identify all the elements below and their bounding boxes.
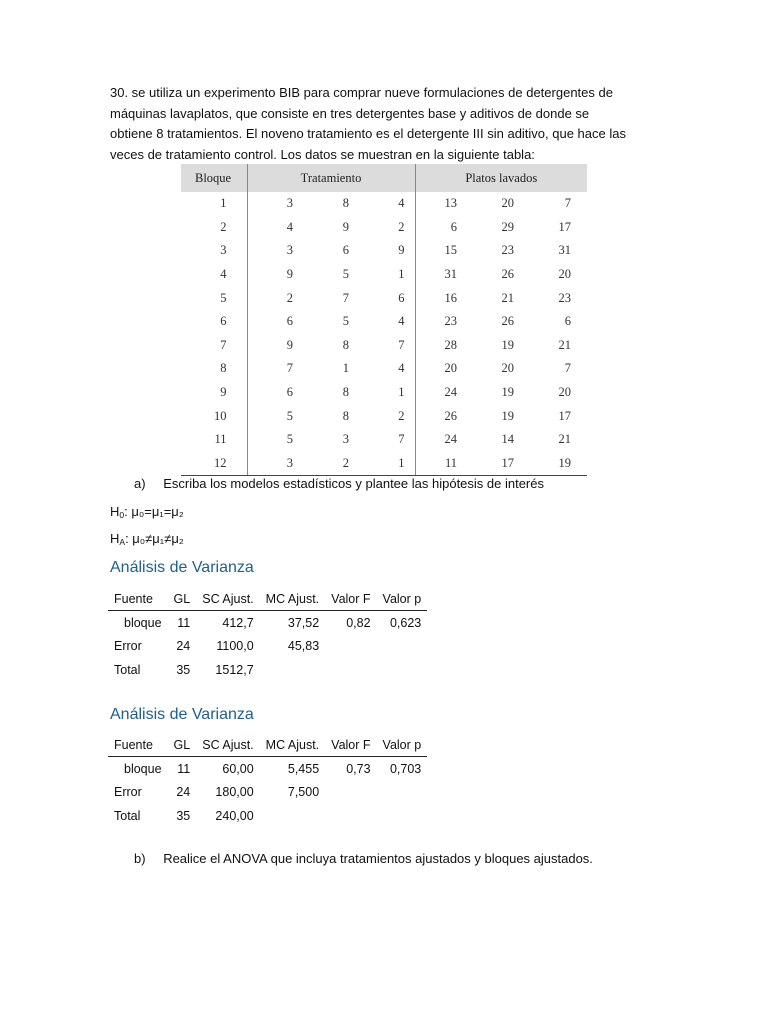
bib-cell: 4 bbox=[398, 314, 405, 329]
bib-cell: 1 bbox=[359, 452, 415, 476]
bib-row bbox=[181, 334, 587, 358]
anova1-cell: Error bbox=[114, 639, 142, 654]
anova2-title: Análisis de Varianza bbox=[110, 706, 254, 723]
bib-row bbox=[181, 216, 587, 240]
bib-cell: 24 bbox=[415, 381, 473, 405]
problem-statement: 30. se utiliza un experimento BIB para comprar nueve formulaciones de detergentes de máquinas lavaplatos, que consiste en tres detergentes base y aditivos de donde se obtiene 8 tratamientos. El noveno tratamiento es el detergente III sin aditivo, que hace las veces de tratamiento control. Los datos se muestran en la siguiente tabla: bbox=[110, 85, 626, 162]
bib-cell: 5 bbox=[342, 267, 349, 282]
anova1-cell: 45,83 bbox=[287, 639, 320, 654]
anova1-header-cell: Valor p bbox=[377, 590, 428, 611]
bib-row bbox=[181, 428, 587, 452]
anova1-header-cell: Fuente bbox=[108, 590, 168, 611]
anova2-cell: 5,455 bbox=[287, 761, 320, 776]
anova1-header-cell: MC Ajust. bbox=[260, 590, 326, 611]
ha-equation: : μ₀≠μ₁≠μ₂ bbox=[125, 531, 184, 546]
anova1-cell: Total bbox=[114, 662, 141, 677]
header-platos-lavados: Platos lavados bbox=[415, 164, 587, 192]
anova2-cell: Total bbox=[114, 808, 141, 823]
bib-cell: 26 bbox=[415, 404, 473, 428]
bib-row bbox=[181, 286, 587, 310]
bib-row bbox=[181, 263, 587, 287]
anova1-cell: 0,623 bbox=[389, 615, 422, 630]
bib-cell: 24 bbox=[415, 428, 473, 452]
anova2-cell: 180,00 bbox=[215, 785, 254, 800]
bib-cell: 6 bbox=[342, 243, 349, 258]
bib-cell: 7 bbox=[398, 432, 405, 447]
bib-cell: 6 bbox=[247, 381, 303, 405]
h0-equation: : μ₀=μ₁=μ₂ bbox=[124, 504, 184, 519]
bib-cell: 21 bbox=[558, 432, 572, 447]
anova1-cell bbox=[377, 658, 428, 682]
question-b bbox=[134, 851, 593, 866]
anova1-cell: 37,52 bbox=[287, 615, 320, 630]
anova2-cell bbox=[325, 804, 376, 828]
anova1-cell: 35 bbox=[176, 662, 191, 677]
bib-cell: 14 bbox=[501, 432, 514, 447]
bib-row bbox=[181, 452, 587, 476]
bib-cell: 28 bbox=[415, 334, 473, 358]
anova2-row bbox=[108, 757, 427, 781]
bib-cell: 4 bbox=[220, 267, 227, 282]
anova2-header-cell: MC Ajust. bbox=[260, 736, 326, 757]
bib-cell: 19 bbox=[530, 452, 587, 476]
hypothesis-alternative bbox=[110, 531, 184, 546]
anova2-header-cell: SC Ajust. bbox=[196, 736, 259, 757]
bib-cell: 2 bbox=[247, 286, 303, 310]
bib-cell: 7 bbox=[398, 337, 405, 352]
bib-cell: 2 bbox=[398, 408, 405, 423]
bib-cell: 6 bbox=[247, 310, 303, 334]
header-tratamiento: Tratamiento bbox=[247, 164, 415, 192]
bib-cell: 4 bbox=[398, 361, 405, 376]
bib-cell: 9 bbox=[220, 385, 227, 400]
bib-cell: 20 bbox=[501, 361, 514, 376]
bib-row bbox=[181, 381, 587, 405]
question-a-label: a) bbox=[134, 476, 146, 491]
hypothesis-null bbox=[110, 504, 184, 519]
bib-cell: 2 bbox=[398, 219, 405, 234]
bib-cell: 4 bbox=[398, 196, 405, 211]
bib-cell: 6 bbox=[398, 290, 405, 305]
bib-row bbox=[181, 192, 587, 216]
bib-cell: 8 bbox=[342, 337, 349, 352]
bib-cell: 9 bbox=[398, 243, 405, 258]
bib-cell: 7 bbox=[220, 337, 227, 352]
anova2-cell: 60,00 bbox=[222, 761, 254, 776]
anova2-cell: 35 bbox=[176, 808, 191, 823]
anova2-header-cell: Valor p bbox=[377, 736, 428, 757]
anova2-header-cell: Valor F bbox=[325, 736, 376, 757]
bib-cell: 8 bbox=[220, 361, 227, 376]
bib-cell: 8 bbox=[342, 385, 349, 400]
bib-cell: 19 bbox=[501, 408, 514, 423]
bib-cell: 23 bbox=[558, 290, 572, 305]
bib-cell: 26 bbox=[501, 267, 514, 282]
ha-subscript: A bbox=[119, 537, 126, 547]
bib-cell: 1 bbox=[398, 385, 405, 400]
anova1-cell bbox=[260, 658, 326, 682]
bib-cell: 20 bbox=[558, 267, 572, 282]
anova1-cell: 1512,7 bbox=[215, 662, 254, 677]
question-b-label: b) bbox=[134, 851, 146, 866]
bib-cell: 7 bbox=[564, 361, 572, 376]
bib-cell: 5 bbox=[342, 314, 349, 329]
bib-row bbox=[181, 239, 587, 263]
bib-cell: 5 bbox=[247, 428, 303, 452]
anova2-row bbox=[108, 804, 427, 828]
anova2-cell: 240,00 bbox=[215, 808, 254, 823]
bib-cell: 19 bbox=[501, 385, 514, 400]
bib-cell: 19 bbox=[501, 337, 514, 352]
bib-cell: 3 bbox=[247, 239, 303, 263]
h0-subscript: 0 bbox=[119, 510, 125, 520]
anova1-cell: 24 bbox=[176, 639, 191, 654]
bib-cell: 20 bbox=[415, 357, 473, 381]
anova1-cell: 1100,0 bbox=[216, 639, 254, 654]
anova2-row bbox=[108, 781, 427, 805]
anova1-cell: bloque bbox=[124, 615, 162, 630]
anova2-cell: 0,73 bbox=[346, 761, 371, 776]
anova1-header-cell: SC Ajust. bbox=[196, 590, 259, 611]
bib-cell: 20 bbox=[558, 385, 572, 400]
bib-cell: 8 bbox=[342, 408, 349, 423]
bib-cell: 29 bbox=[501, 219, 514, 234]
bib-cell: 9 bbox=[247, 334, 303, 358]
anova2-cell: 24 bbox=[176, 785, 191, 800]
bib-cell: 7 bbox=[342, 290, 349, 305]
anova1-cell: 412,7 bbox=[222, 615, 254, 630]
bib-data-table bbox=[181, 164, 587, 476]
anova1-title: Análisis de Varianza bbox=[110, 559, 254, 576]
bib-row bbox=[181, 357, 587, 381]
h0-symbol: H bbox=[110, 504, 120, 519]
bib-cell: 5 bbox=[247, 404, 303, 428]
bib-cell: 17 bbox=[558, 219, 572, 234]
bib-row bbox=[181, 310, 587, 334]
question-a-text: Escriba los modelos estadísticos y plantee las hipótesis de interés bbox=[163, 476, 544, 491]
anova1-cell bbox=[377, 635, 428, 659]
bib-cell: 6 bbox=[415, 216, 473, 240]
anova2-cell bbox=[260, 804, 326, 828]
bib-cell: 20 bbox=[501, 196, 514, 211]
anova2-cell: 7,500 bbox=[287, 785, 320, 800]
anova1-cell bbox=[325, 635, 376, 659]
bib-row bbox=[181, 404, 587, 428]
bib-cell: 3 bbox=[220, 243, 227, 258]
bib-cell: 2 bbox=[303, 452, 359, 476]
bib-cell: 17 bbox=[558, 408, 572, 423]
anova2-header-cell: GL bbox=[168, 736, 197, 757]
bib-cell: 31 bbox=[415, 263, 473, 287]
bib-cell: 17 bbox=[473, 452, 530, 476]
anova2-cell bbox=[377, 804, 428, 828]
anova2-cell: 0,703 bbox=[389, 761, 422, 776]
bib-cell: 12 bbox=[181, 452, 247, 476]
bib-cell: 1 bbox=[398, 267, 405, 282]
bib-cell: 3 bbox=[342, 432, 349, 447]
anova2-cell: 11 bbox=[177, 761, 191, 776]
bib-cell: 21 bbox=[558, 337, 572, 352]
bib-cell: 23 bbox=[415, 310, 473, 334]
bib-cell: 2 bbox=[220, 219, 227, 234]
bib-cell: 9 bbox=[247, 263, 303, 287]
bib-cell: 7 bbox=[564, 196, 572, 211]
bib-cell: 9 bbox=[342, 219, 349, 234]
bib-cell: 4 bbox=[247, 216, 303, 240]
bib-cell: 11 bbox=[415, 452, 473, 476]
anova1-cell bbox=[325, 658, 376, 682]
anova2-cell bbox=[325, 781, 376, 805]
bib-cell: 1 bbox=[342, 361, 349, 376]
bib-cell: 15 bbox=[415, 239, 473, 263]
anova1-row bbox=[108, 658, 427, 682]
anova1-table bbox=[108, 590, 427, 682]
bib-cell: 7 bbox=[247, 357, 303, 381]
anova2-header-cell: Fuente bbox=[108, 736, 168, 757]
bib-cell: 21 bbox=[501, 290, 514, 305]
anova2-table bbox=[108, 736, 427, 828]
anova2-cell bbox=[377, 781, 428, 805]
header-bloque: Bloque bbox=[181, 164, 247, 192]
bib-cell: 6 bbox=[220, 314, 227, 329]
anova1-row bbox=[108, 635, 427, 659]
bib-cell: 5 bbox=[220, 290, 227, 305]
bib-cell: 23 bbox=[501, 243, 514, 258]
bib-cell: 3 bbox=[247, 192, 303, 216]
ha-symbol: H bbox=[110, 531, 120, 546]
bib-cell: 1 bbox=[220, 196, 227, 211]
bib-cell: 6 bbox=[564, 314, 572, 329]
anova2-cell: bloque bbox=[124, 761, 162, 776]
bib-cell: 13 bbox=[415, 192, 473, 216]
anova1-row bbox=[108, 611, 427, 635]
bib-cell: 10 bbox=[214, 408, 227, 423]
anova1-header-cell: Valor F bbox=[325, 590, 376, 611]
question-a bbox=[134, 476, 544, 491]
bib-cell: 8 bbox=[342, 196, 349, 211]
bib-cell: 3 bbox=[247, 452, 303, 476]
bib-cell: 26 bbox=[501, 314, 514, 329]
question-b-text: Realice el ANOVA que incluya tratamientos ajustados y bloques ajustados. bbox=[163, 851, 593, 866]
anova1-cell: 11 bbox=[177, 615, 191, 630]
bib-cell: 16 bbox=[415, 286, 473, 310]
anova1-header-cell: GL bbox=[168, 590, 197, 611]
anova1-cell: 0,82 bbox=[346, 615, 371, 630]
bib-cell: 11 bbox=[214, 432, 227, 447]
anova2-cell: Error bbox=[114, 785, 142, 800]
bib-cell: 31 bbox=[558, 243, 572, 258]
